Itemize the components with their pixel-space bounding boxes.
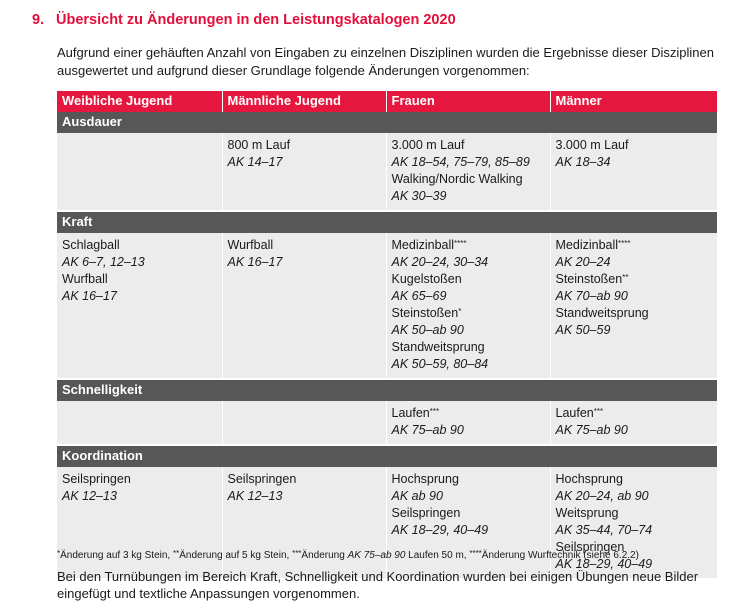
discipline-name: Laufen [555, 406, 594, 420]
age-class: AK 18–54, 75–79, 85–89 [391, 154, 530, 169]
discipline-entry [392, 405, 545, 438]
discipline-name: Kugelstoßen [391, 272, 462, 286]
footnote-mark: ** [172, 549, 180, 558]
footnote-ref: *** [593, 407, 604, 416]
col-header-maenner: Männer [550, 91, 717, 112]
table-cell [57, 401, 222, 445]
discipline-name: Seilspringen [555, 540, 625, 554]
footnote-text: Änderung Wurftechnik (siehe 6.2.2) [481, 550, 639, 561]
intro-paragraph: Aufgrund einer gehäuften Anzahl von Eingaben zu einzelnen Disziplinen wurden die Ergebnisse dieser Disziplinen ausgewertet und aufgrund dieser Grundlage folgende Änderungen vorgenommen: [57, 45, 714, 78]
discipline-entry [556, 237, 713, 270]
discipline-entry [392, 339, 545, 372]
section-row [57, 211, 717, 233]
section-heading [32, 12, 456, 28]
table-cell [550, 401, 717, 445]
footnote-text: Änderung [301, 550, 348, 561]
discipline-name: Seilspringen [227, 472, 297, 486]
table-cell [386, 233, 550, 379]
table-row [57, 467, 717, 579]
age-class: AK 16–17 [62, 288, 117, 303]
age-class: AK 20–24, ab 90 [555, 488, 649, 503]
discipline-entry [62, 471, 217, 504]
age-class: AK 65–69 [391, 288, 447, 303]
discipline-entry [556, 405, 713, 438]
table-cell [550, 233, 717, 379]
footnote-ref: **** [618, 239, 631, 248]
discipline-entry [392, 137, 545, 170]
discipline-entry [556, 305, 713, 338]
discipline-name: Wurfball [227, 238, 274, 252]
age-class: AK 12–13 [227, 488, 283, 503]
table-cell [57, 467, 222, 579]
discipline-name: Hochsprung [555, 472, 623, 486]
age-class: AK ab 90 [391, 488, 443, 503]
discipline-name: Standweitsprung [555, 306, 649, 320]
changes-table [57, 91, 717, 580]
section-row [57, 445, 717, 467]
table-cell [386, 133, 550, 211]
discipline-name: Weitsprung [555, 506, 619, 520]
discipline-name: Medizinball [555, 238, 619, 252]
section-label: Koordination [57, 445, 717, 467]
discipline-entry [556, 505, 713, 538]
age-class: AK 16–17 [227, 254, 283, 269]
discipline-name: Standweitsprung [391, 340, 485, 354]
discipline-name: Hochsprung [391, 472, 459, 486]
footnote-ref: * [458, 307, 462, 316]
footnote-ref: ** [622, 273, 629, 282]
table-cell [222, 467, 386, 579]
table-cell [550, 133, 717, 211]
table-cell [222, 401, 386, 445]
footnote-ak: AK 75–ab 90 [347, 550, 406, 561]
discipline-name: 800 m Lauf [227, 138, 291, 152]
discipline-entry [392, 271, 545, 304]
discipline-entry [556, 271, 713, 304]
discipline-entry [228, 237, 381, 270]
discipline-entry [228, 137, 381, 170]
discipline-entry [228, 471, 381, 504]
age-class: AK 75–ab 90 [555, 422, 628, 437]
table-cell [550, 467, 717, 579]
age-class: AK 30–39 [391, 188, 447, 203]
section-label: Kraft [57, 211, 717, 233]
col-header-weibliche-jugend: Weibliche Jugend [57, 91, 222, 112]
col-header-maennliche-jugend: Männliche Jugend [222, 91, 386, 112]
age-class: AK 35–44, 70–74 [555, 522, 653, 537]
table-cell [57, 233, 222, 379]
section-row [57, 379, 717, 401]
footnotes [57, 550, 639, 561]
footnote-text: Änderung auf 3 kg Stein, [60, 550, 173, 561]
footnote-ref: *** [429, 407, 440, 416]
discipline-name: Wurfball [62, 272, 108, 286]
discipline-name: Steinstoßen [555, 272, 623, 286]
table-row [57, 233, 717, 379]
age-class: AK 18–29, 40–49 [391, 522, 489, 537]
age-class: AK 14–17 [227, 154, 283, 169]
age-class: AK 20–24, 30–34 [391, 254, 489, 269]
discipline-entry [392, 171, 545, 204]
discipline-name: 3.000 m Lauf [391, 138, 465, 152]
discipline-entry [62, 237, 217, 270]
section-title: Übersicht zu Änderungen in den Leistungskatalogen 2020 [56, 12, 456, 28]
footnote-mark: **** [469, 549, 482, 558]
footnote-text: Laufen 50 m, [405, 550, 470, 561]
age-class: AK 12–13 [62, 488, 117, 503]
age-class: AK 18–29, 40–49 [555, 556, 653, 571]
age-class: AK 75–ab 90 [391, 422, 464, 437]
table-header-row [57, 91, 717, 112]
table-cell [57, 133, 222, 211]
section-number: 9. [32, 12, 45, 28]
table-cell [386, 467, 550, 579]
discipline-entry [556, 137, 713, 170]
age-class: AK 20–24 [555, 254, 611, 269]
age-class: AK 6–7, 12–13 [62, 254, 145, 269]
footnote-mark: *** [292, 549, 302, 558]
closing-paragraph: Bei den Turnübungen im Bereich Kraft, Schnelligkeit und Koordination wurden bei einigen Übungen neue Bilder eingefügt und textliche Anpassungen vorgenommen. [57, 569, 699, 601]
discipline-name: 3.000 m Lauf [555, 138, 629, 152]
age-class: AK 50–59 [555, 322, 611, 337]
table-cell [386, 401, 550, 445]
table-cell [222, 133, 386, 211]
age-class: AK 70–ab 90 [555, 288, 628, 303]
table-row [57, 401, 717, 445]
age-class: AK 50–59, 80–84 [391, 356, 489, 371]
table-row [57, 133, 717, 211]
table-cell [222, 233, 386, 379]
discipline-entry [392, 305, 545, 338]
discipline-entry [392, 505, 545, 538]
discipline-entry [392, 237, 545, 270]
section-row [57, 112, 717, 133]
discipline-name: Laufen [391, 406, 430, 420]
col-header-frauen: Frauen [386, 91, 550, 112]
discipline-entry [392, 471, 545, 504]
discipline-entry [556, 471, 713, 504]
age-class: AK 18–34 [555, 154, 611, 169]
footnote-ref: **** [454, 239, 467, 248]
age-class: AK 50–ab 90 [391, 322, 464, 337]
discipline-name: Medizinball [391, 238, 455, 252]
discipline-entry [62, 271, 217, 304]
section-label: Schnelligkeit [57, 379, 717, 401]
discipline-name: Walking/Nordic Walking [391, 172, 523, 186]
discipline-name: Seilspringen [62, 472, 131, 486]
discipline-name: Schlagball [62, 238, 120, 252]
footnote-text: Änderung auf 5 kg Stein, [179, 550, 293, 561]
footnote-mark: * [57, 549, 61, 558]
discipline-name: Steinstoßen [391, 306, 459, 320]
discipline-name: Seilspringen [391, 506, 461, 520]
section-label: Ausdauer [57, 112, 717, 133]
